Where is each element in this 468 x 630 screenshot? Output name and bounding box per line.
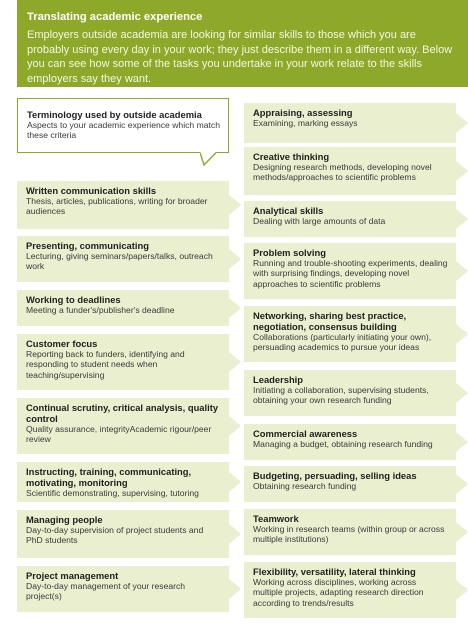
intro-banner — [17, 0, 468, 87]
legend-description: Aspects to your academic experience which match these criteria — [27, 120, 220, 141]
legend-callout — [17, 98, 229, 153]
skill-card — [17, 181, 229, 229]
skill-title: Written communication skills — [26, 185, 157, 196]
skill-card — [244, 466, 456, 502]
skill-title: Working to deadlines — [26, 294, 121, 305]
skill-description: Day-to-day supervision of project students and PhD students — [26, 525, 204, 546]
skill-description: Working in research teams (within group or across multiple institutions) — [253, 524, 445, 545]
skill-description: Running and trouble-shooting experiments, dealing with surprising findings, developing novel approaches to scientific problems — [253, 258, 448, 289]
skill-card — [17, 462, 229, 502]
skill-title: Presenting, communicating — [26, 240, 149, 251]
skill-description: Lecturing, giving seminars/papers/talks, outreach work — [26, 251, 213, 272]
skill-description: Reporting back to funders, identifying and responding to student needs when teaching/supervising — [26, 349, 185, 380]
skill-title: Networking, sharing best practice, negotiation, consensus building — [253, 310, 407, 332]
skill-title: Instructing, training, communicating, motivating, monitoring — [26, 466, 192, 488]
skill-card — [244, 562, 456, 618]
skill-description: Thesis, articles, publications, writing for broader audiences — [26, 196, 208, 217]
intro-title: Translating academic experience — [27, 11, 203, 23]
skill-title: Creative thinking — [253, 151, 330, 162]
skill-description: Day-to-day management of your research project(s) — [26, 581, 186, 602]
skill-title: Budgeting, persuading, selling ideas — [253, 470, 417, 481]
skill-title: Problem solving — [253, 247, 326, 258]
skill-card — [244, 201, 456, 237]
skill-title: Leadership — [253, 374, 304, 385]
skill-card — [244, 306, 456, 362]
skill-title: Appraising, assessing — [253, 107, 353, 118]
skill-description: Managing a budget, obtaining research funding — [253, 439, 433, 449]
skill-title: Project management — [26, 570, 119, 581]
legend-title: Terminology used by outside academia — [27, 109, 202, 120]
skill-description: Initiating a collaboration, supervising students, obtaining your own research funding — [253, 385, 429, 406]
skill-card — [17, 566, 229, 612]
skill-card — [17, 290, 229, 326]
skill-description: Designing research methods, developing novel methods/approaches to scientific problems — [253, 162, 432, 183]
skill-card — [17, 334, 229, 390]
skill-description: Quality assurance, integrityAcademic rigour/peer review — [26, 424, 212, 445]
skill-card — [244, 370, 456, 416]
skill-title: Continual scrutiny, critical analysis, quality control — [26, 402, 219, 424]
skill-title: Teamwork — [253, 513, 299, 524]
skill-description: Scientific demonstrating, supervising, tutoring — [26, 488, 199, 498]
skill-title: Commercial awareness — [253, 428, 358, 439]
skill-title: Customer focus — [26, 338, 98, 349]
skill-card — [244, 424, 456, 460]
skill-card — [244, 147, 456, 195]
skill-description: Obtaining research funding — [253, 481, 357, 491]
skill-description: Collaborations (particularly initiating your own), persuading academics to pursue your ideas — [253, 332, 432, 353]
skill-card — [17, 510, 229, 558]
skill-card — [17, 236, 229, 282]
intro-text: Employers outside academia are looking for similar skills to those which you are probably using every day in your work; they just describe them in a different way. Below you can see how some of the tasks you undertake in your work relate to the skills employers say they want. — [27, 29, 453, 85]
skill-card — [244, 103, 456, 143]
skill-description: Examining, marking essays — [253, 118, 358, 128]
skill-description: Meeting a funder's/publisher's deadline — [26, 305, 175, 315]
skill-title: Flexibility, versatility, lateral thinking — [253, 566, 416, 577]
skill-title: Analytical skills — [253, 205, 324, 216]
skill-description: Working across disciplines, working across multiple projects, adapting research direction according to trends/results — [253, 577, 424, 608]
skill-card — [244, 509, 456, 555]
skill-title: Managing people — [26, 514, 103, 525]
callout-tail-shape — [200, 152, 216, 166]
skill-card — [17, 398, 229, 454]
skill-description: Dealing with large amounts of data — [253, 216, 386, 226]
skill-card — [244, 243, 456, 299]
